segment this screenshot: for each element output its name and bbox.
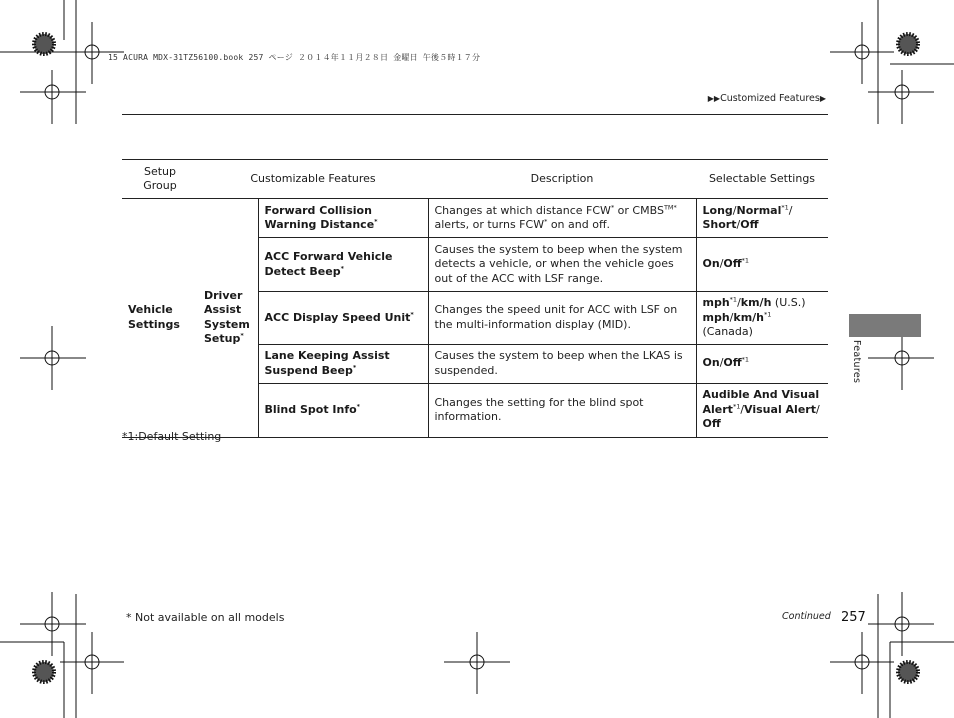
default-setting-footnote: *1:Default Setting [122,430,222,443]
feature-settings: mph$^{*1}$/km/h (U.S.) mph/$km/h^{*1}$ (Canada) [696,292,828,345]
feature-description: Causes the system to beep when the system detects a vehicle, or when the vehicle goes out of the ACC with LSF range. [428,238,696,292]
header-rule [122,114,828,115]
breadcrumb [708,93,826,104]
availability-footnote: * Not available on all models [126,611,285,624]
setup-group-cell: Vehicle Settings [122,199,198,438]
customized-features-table [122,159,828,438]
section-side-tab[interactable] [849,314,921,337]
feature-settings: On/Off$^{*1}$ [696,344,828,383]
header-selectable-settings: Selectable Settings [696,160,828,199]
header-setup-group: Setup Group [122,160,198,199]
header-description: Description [428,160,696,199]
feature-name: ACC Display Speed Unit* [258,292,428,345]
feature-name: Lane Keeping Assist Suspend Beep* [258,344,428,383]
header-customizable-features: Customizable Features [198,160,428,199]
feature-name: ACC Forward Vehicle Detect Beep* [258,238,428,292]
table-row [122,199,828,238]
feature-description: Causes the system to beep when the LKAS is suspended. [428,344,696,383]
print-info-line: 15 ACURA MDX-31TZ56100.book 257 ページ ２０１４年１１月２８日 金曜日 午後５時１７分 [108,53,481,62]
feature-description: Changes the setting for the blind spot information. [428,383,696,437]
feature-settings: Long/Normal$^{*1}$/ Short/Off [696,199,828,238]
feature-settings: On/Off$^{*1}$ [696,238,828,292]
page-number: 257 [841,610,866,625]
continued-label: Continued [782,611,831,622]
feature-name: Forward Collision Warning Distance* [258,199,428,238]
feature-settings: Audible And Visual Alert$^{*1}$/Visual Alert/ Off [696,383,828,437]
section-side-label: Features [851,340,862,384]
feature-description: Changes the speed unit for ACC with LSF on the multi-information display (MID). [428,292,696,345]
table-header-row [122,160,828,199]
breadcrumb-arrow-icon: ▶ [819,94,826,103]
feature-description: Changes at which distance FCW* or $CMBS^{TM*}$ alerts, or turns FCW* on and off. [428,199,696,238]
subgroup-cell: Driver Assist System Setup* [198,199,258,438]
breadcrumb-label[interactable]: Customized Features [720,93,820,104]
breadcrumb-arrow-icon: ▶▶ [707,94,721,103]
feature-name: Blind Spot Info* [258,383,428,437]
